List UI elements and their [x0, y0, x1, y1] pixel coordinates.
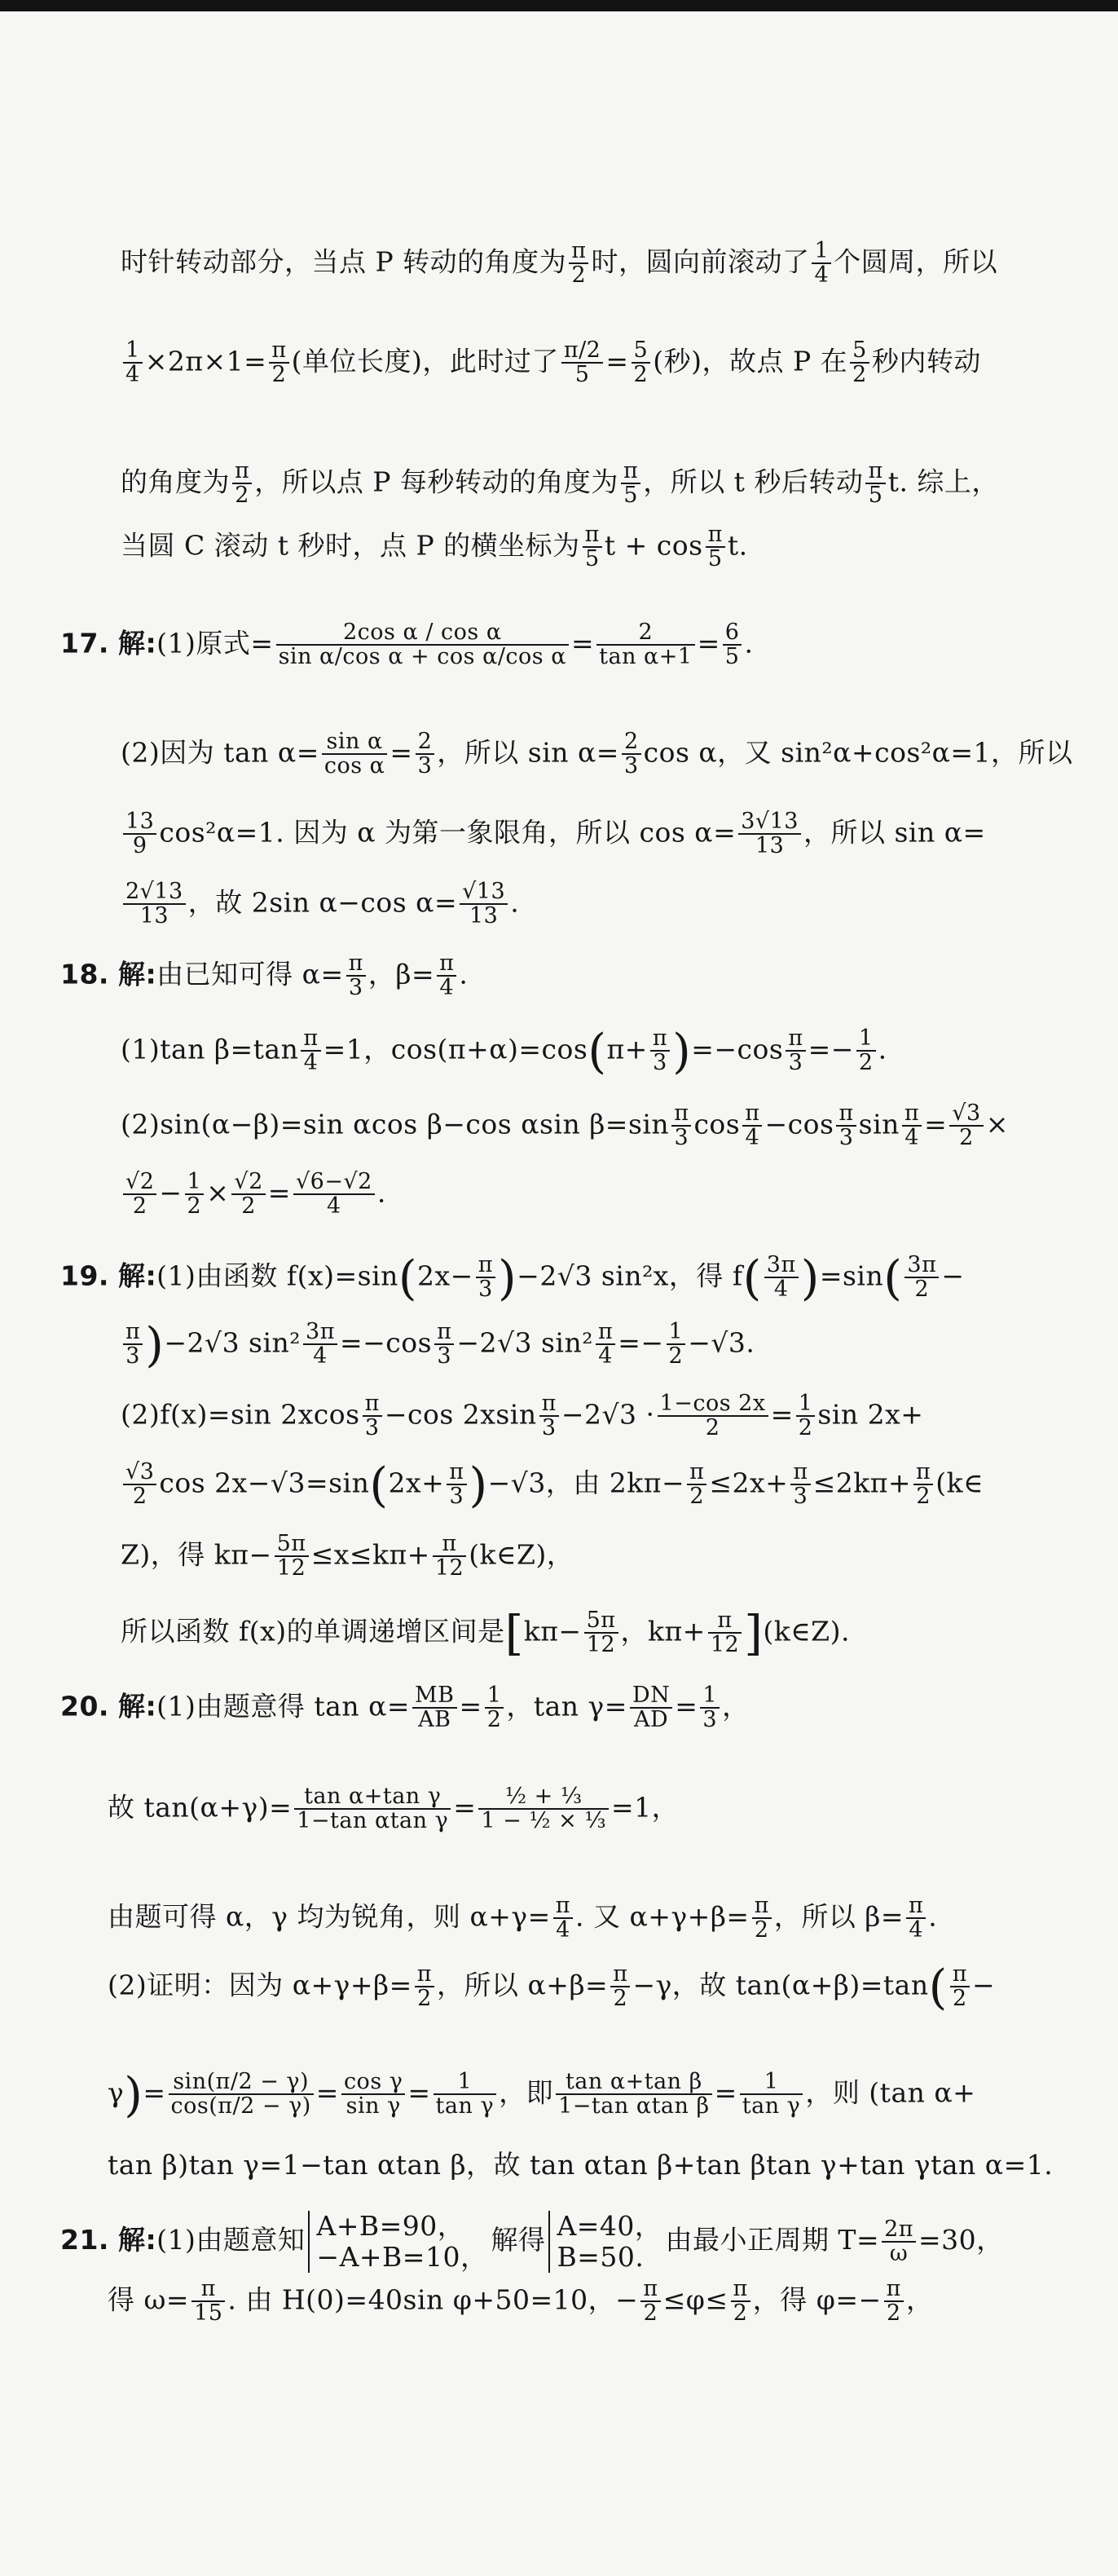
bracket: ]: [744, 1605, 764, 1661]
cont-line-1: 时针转动部分，当点 P 转动的角度为 $\frac{\pi}{2}$ 时，圆向前滚动了 $\frac{1}{4}$ 个圆周，所以: [121, 238, 998, 289]
frac: $\frac{13}{9}$: [123, 810, 156, 858]
cont-line-3: 的角度为 $\frac{\pi}{2}$ ，所以点 P 每秒转动的角度为 $\frac{\pi}{5}$ ，所以 t 秒后转动 $\frac{\pi}{5}$ t. 综上，: [121, 458, 999, 509]
bracket: (: [369, 1457, 389, 1513]
frac: $\frac{1}{4}$: [812, 240, 831, 288]
p20-line-4: (2)证明：因为 α+γ+β= $\frac{\pi}{2}$ ，所以 α+β= $\frac{\pi}{2}$ −γ，故 tan(α+β)=tan( $\frac{\pi}{2}$ −: [108, 1959, 996, 2015]
p20-line-2: 故 tan(α+γ)= $\frac{\text{tan α+tan γ}}{\text{1−tan αtan γ}}$ = $\frac{\text{½ + ⅓}}{\text{1 − ½ × ⅓}}$ =1，: [108, 1784, 680, 1834]
p20-line-1: 20. 解:(1)由题意得 tan α= $\frac{MB}{AB}$ = $\frac{1}{2}$ ，tan γ= $\frac{DN}{AD}$ = $\frac{1}{3}$ ，: [60, 1683, 750, 1733]
frac: $\frac{2√13}{13}$: [123, 880, 186, 929]
frac: $\frac{5\pi}{12}$: [275, 1533, 309, 1581]
frac: $\frac{\pi}{4}$: [906, 1895, 926, 1943]
frac: $\frac{\pi}{2}$: [913, 1461, 933, 1509]
p19-line-2: $\frac{\pi}{3}$ )−2√3 sin² $\frac{3\pi}{4}$ =−cos $\frac{\pi}{3}$ −2√3 sin² $\frac{\pi}{4}$ =− $\frac{1}{2}$ −√3.: [121, 1321, 755, 1369]
frac: $\frac{DN}{AD}$: [630, 1684, 672, 1732]
p17-line-2: (2)因为 tan α= $\frac{\text{sin α}}{\text{cos α}}$ = $\frac{2}{3}$ ，所以 sin α= $\frac{2}{3}$ cos α，又 sin²α+cos²α=1，所以: [121, 729, 1073, 779]
solution-label: 解:: [117, 2223, 157, 2256]
frac: $\frac{\pi}{3}$: [447, 1461, 466, 1509]
frac: $\frac{\pi}{2}$: [269, 339, 288, 387]
compound-frac: $\frac{\text{2cos α / cos α}}{\text{sin α/cos α + cos α/cos α}}$: [276, 621, 569, 669]
problem-number: 19.: [60, 1259, 109, 1292]
frac: $\frac{3\pi}{2}$: [905, 1254, 939, 1302]
frac: $\frac{\pi}{3}$: [123, 1321, 143, 1369]
frac: $\frac{\pi}{2}$: [884, 2278, 904, 2326]
p18-line-4: $\frac{√2}{2}$ − $\frac{1}{2}$ × $\frac{√2}{2}$ = $\frac{√6-√2}{4}$ .: [121, 1171, 386, 1219]
equation-system: A=40， B=50.: [548, 2211, 662, 2273]
problem-number: 21.: [60, 2223, 109, 2256]
problem-number: 20.: [60, 1690, 109, 1722]
frac: $\frac{\pi}{3}$: [346, 952, 366, 1000]
frac: $\frac{1}{\text{tan γ}}$: [740, 2071, 803, 2119]
frac: $\frac{3√13}{13}$: [738, 810, 801, 858]
frac: $\frac{\text{sin α}}{\text{cos α}}$: [322, 730, 388, 779]
p19-line-5: Z)，得 kπ− $\frac{5\pi}{12}$ ≤x≤kπ+ $\frac{\pi}{12}$ (k∈Z)，: [121, 1531, 574, 1581]
p17-line-4: $\frac{2√13}{13}$ ，故 2sin α−cos α= $\frac{√13}{13}$ .: [121, 880, 519, 929]
frac: $\frac{\pi}{3}$: [836, 1102, 856, 1150]
bracket: (: [883, 1250, 903, 1306]
frac: $\frac{5\pi}{12}$: [584, 1609, 618, 1657]
frac: $\frac{√2}{2}$: [231, 1171, 265, 1219]
p19-line-6: 所以函数 f(x)的单调递增区间是[kπ− $\frac{5\pi}{12}$ ，kπ+ $\frac{\pi}{12}$ ](k∈Z).: [121, 1605, 850, 1661]
frac: $\frac{\pi}{3}$: [786, 1027, 805, 1075]
frac: $\frac{\pi}{5}$: [706, 523, 725, 571]
frac: $\frac{1}{2}$: [485, 1684, 504, 1732]
p20-line-5: γ)= $\frac{\sin(\pi/2 - \gamma)}{\cos(\pi/2 - \gamma)}$ = $\frac{\text{cos γ}}{\text{sin γ}}$ = $\frac{1}{\text{tan γ}}$ ，即 $\frac{\text{tan α+tan β}}{\text{1−tan αtan β}}$ = $\frac{1}{\text{tan γ}}$ ，则 (tan α+: [108, 2067, 976, 2123]
frac: $\frac{√3}{2}$: [123, 1461, 156, 1509]
p17-line-3: $\frac{13}{9}$ cos²α=1. 因为 α 为第一象限角，所以 cos α= $\frac{3√13}{13}$ ，所以 sin α=: [121, 810, 986, 858]
frac: $\frac{1}{2}$: [796, 1392, 816, 1440]
frac: $\frac{\pi}{2}$: [415, 1963, 434, 2011]
bracket: (: [742, 1250, 762, 1306]
frac: $\frac{\pi}{3}$: [539, 1392, 559, 1440]
frac: $\frac{\text{tan α+tan γ}}{\text{1−tan αtan γ}}$: [294, 1785, 451, 1833]
frac: $\frac{\pi}{4}$: [742, 1102, 762, 1150]
p19-line-1: 19. 解:(1)由函数 f(x)=sin(2x− $\frac{\pi}{3}$ )−2√3 sin²x，得 f( $\frac{3\pi}{4}$ )=sin( $\frac{3\pi}{2}$ −: [60, 1250, 965, 1306]
cont-line-4: 当圆 C 滚动 t 秒时，点 P 的横坐标为 $\frac{\pi}{5}$ t + cos $\frac{\pi}{5}$ t.: [121, 522, 748, 572]
frac: $\frac{\pi}{5}$: [621, 460, 640, 508]
frac: $\frac{\pi}{4}$: [437, 952, 456, 1000]
frac: $\frac{\pi}{2}$: [569, 240, 588, 288]
bracket: (: [398, 1250, 418, 1306]
frac: $\frac{\pi}{2}$: [687, 1461, 706, 1509]
bracket: ): [800, 1250, 820, 1306]
frac: $\frac{\pi}{12}$: [708, 1609, 742, 1657]
frac: $\frac{\pi}{2}$: [610, 1963, 630, 2011]
frac: $\frac{\pi}{4}$: [553, 1895, 573, 1943]
p18-line-3: (2)sin(α−β)=sin αcos β−cos αsin β=sin $\frac{\pi}{3}$ cos $\frac{\pi}{4}$ −cos $\frac{\pi}{3}$ sin $\frac{\pi}{4}$ = $\frac{√3}{2}$ ×: [121, 1101, 1009, 1151]
bracket: [: [504, 1605, 524, 1661]
frac: $\frac{\pi}{2}$: [731, 2278, 750, 2326]
p19-line-3: (2)f(x)=sin 2xcos $\frac{\pi}{3}$ −cos 2xsin $\frac{\pi}{3}$ −2√3 · $\frac{1-\cos 2x}{2}$ = $\frac{1}{2}$ sin 2x+: [121, 1391, 924, 1441]
frac: $\frac{2}{3}$: [622, 730, 641, 779]
p18-line-1: 18. 解:由已知可得 α= $\frac{\pi}{3}$ ，β= $\frac{\pi}{4}$ .: [60, 951, 469, 1001]
frac: $\frac{1}{2}$: [185, 1171, 205, 1219]
frac: $\frac{1}{\text{tan γ}}$: [434, 2071, 497, 2119]
solution-label: 解:: [117, 627, 157, 659]
frac: $\frac{\pi}{15}$: [191, 2278, 225, 2326]
equation-system: A+B=90， −A+B=10，: [308, 2211, 487, 2273]
p19-line-4: $\frac{√3}{2}$ cos 2x−√3=sin(2x+ $\frac{\pi}{3}$ )−√3，由 2kπ− $\frac{\pi}{2}$ ≤2x+ $\frac{\pi}{3}$ ≤2kπ+ $\frac{\pi}{2}$ (k∈: [121, 1461, 984, 1509]
frac: $\frac{\text{tan α+tan β}}{\text{1−tan αtan β}}$: [556, 2071, 711, 2119]
frac: $\frac{\pi}{2}$: [640, 2278, 660, 2326]
p20-line-3: 由题可得 α，γ 均为锐角，则 α+γ= $\frac{\pi}{4}$ . 又 α+γ+β= $\frac{\pi}{2}$ ，所以 β= $\frac{\pi}{4}$ .: [108, 1893, 938, 1943]
p21-line-2: 得 ω= $\frac{\pi}{15}$ . 由 H(0)=40sin φ+50=10，− $\frac{\pi}{2}$ ≤φ≤ $\frac{\pi}{2}$ ，得 φ=− $\frac{\pi}{2}$ ，: [108, 2276, 934, 2327]
bracket: (: [588, 1023, 607, 1079]
frac: $\frac{3\pi}{4}$: [764, 1254, 799, 1302]
frac: $\frac{5}{2}$: [850, 339, 869, 387]
bracket: (: [928, 1959, 948, 2015]
frac: $\frac{3\pi}{4}$: [303, 1321, 337, 1369]
frac: $\frac{2\pi}{\omega}$: [882, 2218, 916, 2266]
frac: $\frac{5}{2}$: [632, 339, 651, 387]
frac: $\frac{2}{3}$: [416, 730, 435, 779]
frac: $\frac{6}{5}$: [723, 621, 742, 669]
frac: $\frac{\text{cos γ}}{\text{sin γ}}$: [341, 2071, 405, 2119]
frac: $\frac{√6-√2}{4}$: [293, 1171, 375, 1219]
p20-line-6: tan β)tan γ=1−tan αtan β，故 tan αtan β+tan βtan γ+tan γtan α=1.: [108, 2149, 1054, 2181]
bracket: ): [124, 2067, 143, 2123]
frac: $\frac{\pi}{2}$: [232, 460, 252, 508]
frac: $\frac{\pi}{3}$: [434, 1321, 454, 1369]
frac: $\frac{1}{3}$: [700, 1684, 720, 1732]
compound-frac: $\frac{\text{½ + ⅓}}{\text{1 − ½ × ⅓}}$: [478, 1785, 609, 1833]
solution-label: 解:: [117, 1259, 157, 1292]
frac: $\frac{1}{4}$: [123, 339, 143, 387]
frac: $\frac{√2}{2}$: [123, 1171, 156, 1219]
frac: $\frac{MB}{AB}$: [412, 1684, 457, 1732]
bracket: ): [145, 1317, 165, 1373]
frac: $\frac{\pi}{2}$: [950, 1963, 970, 2011]
frac: $\frac{\pi}{4}$: [301, 1027, 320, 1075]
p17-line-1: 17. 解:(1)原式= $\frac{\text{2cos α / cos α}}{\text{sin α/cos α + cos α/cos α}}$ = $\frac{2}{\text{tan α+1}}$ = $\frac{6}{5}$ .: [60, 620, 754, 670]
frac: $\frac{2}{\text{tan α+1}}$: [596, 621, 694, 669]
frac: $\frac{√13}{13}$: [460, 880, 508, 929]
frac: $\frac{\pi}{5}$: [583, 523, 602, 571]
cont-line-2: $\frac{1}{4}$ ×2π×1= $\frac{\pi}{2}$ (单位长度)，此时过了 $\frac{\pi/2}{5}$ = $\frac{5}{2}$ (秒)，故点 P 在 $\frac{5}{2}$ 秒内转动: [121, 339, 981, 387]
p18-line-2: (1)tan β=tan $\frac{\pi}{4}$ =1，cos(π+α)=cos(π+ $\frac{\pi}{3}$ )=−cos $\frac{\pi}{3}$ =− $\frac{1}{2}$ .: [121, 1023, 887, 1079]
frac: $\frac{1-\cos 2x}{2}$: [658, 1392, 768, 1440]
frac: $\frac{\pi}{4}$: [596, 1321, 615, 1369]
frac: $\frac{\pi}{12}$: [433, 1533, 466, 1581]
solution-label: 解:: [117, 958, 157, 990]
frac: $\frac{\pi}{3}$: [363, 1392, 382, 1440]
bracket: ): [469, 1457, 488, 1513]
bracket: ): [672, 1023, 692, 1079]
p21-line-1: 21. 解:(1)由题意知 A+B=90， −A+B=10， 解得 A=40， B=50. 由最小正周期 T= $\frac{2\pi}{\omega}$ =30，: [60, 2210, 1004, 2273]
frac: $\frac{\pi}{4}$: [902, 1102, 922, 1150]
frac: $\frac{\pi}{2}$: [752, 1895, 772, 1943]
frac: $\frac{√3}{2}$: [949, 1102, 983, 1150]
frac: $\frac{\pi}{3}$: [790, 1461, 810, 1509]
frac: $\frac{\pi}{3}$: [671, 1102, 691, 1150]
compound-frac: $\frac{\pi/2}{5}$: [561, 339, 604, 387]
compound-frac: $\frac{\sin(\pi/2 - \gamma)}{\cos(\pi/2 - \gamma)}$: [169, 2071, 314, 2119]
frac: $\frac{1}{2}$: [667, 1321, 686, 1369]
frac: $\frac{\pi}{3}$: [650, 1027, 670, 1075]
frac: $\frac{\pi}{3}$: [476, 1254, 495, 1302]
problem-number: 17.: [60, 627, 109, 659]
solution-label: 解:: [117, 1690, 157, 1722]
bracket: ): [498, 1250, 517, 1306]
problem-number: 18.: [60, 958, 109, 990]
frac: $\frac{1}{2}$: [856, 1027, 876, 1075]
frac: $\frac{\pi}{5}$: [865, 460, 885, 508]
